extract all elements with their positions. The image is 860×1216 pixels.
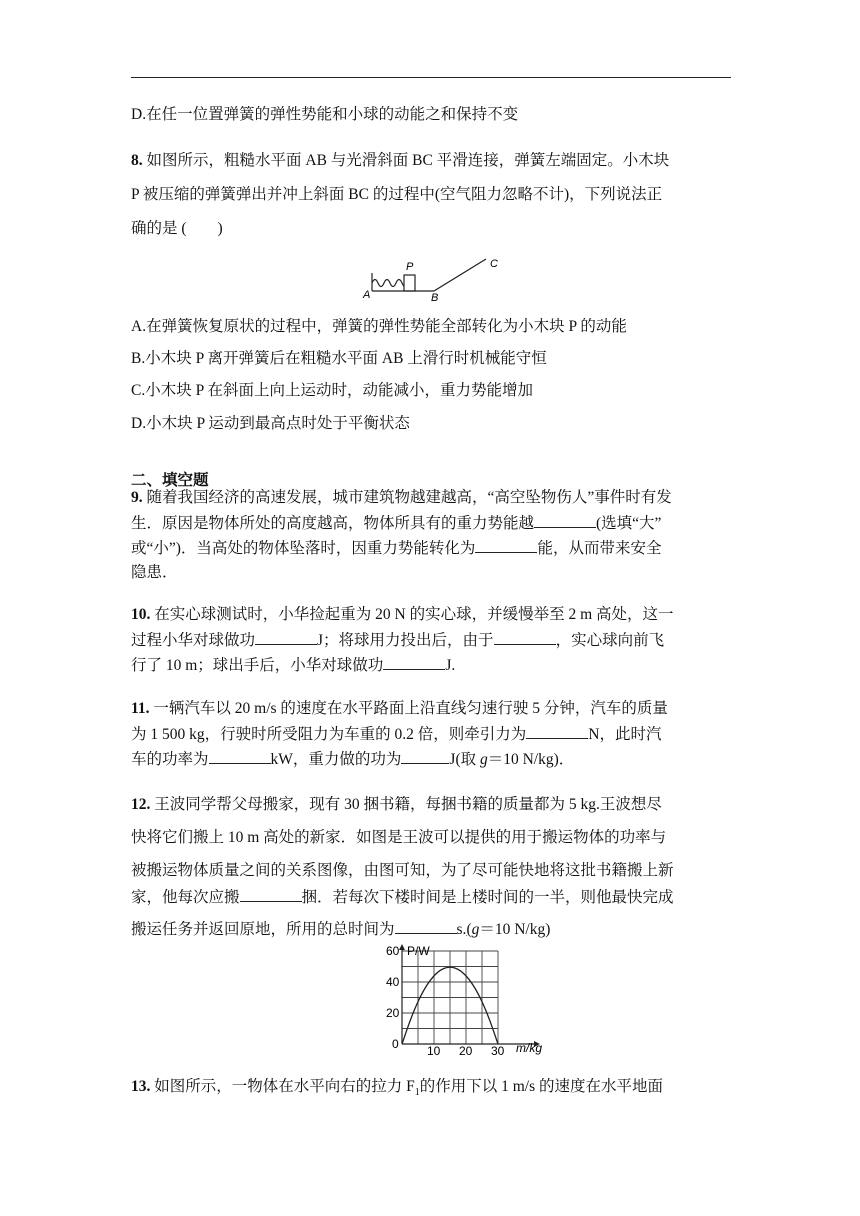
q8-line-1 (131, 151, 731, 171)
q12-text-5b: s. (456, 921, 467, 938)
q8-option-a: A.在弹簧恢复原状的过程中，弹簧的弹性势能全部转化为小木块 P 的动能 (131, 318, 627, 335)
q13-text-1a: 如图所示，一物体在水平向右的拉力 F (154, 1078, 415, 1095)
chart-grid (402, 951, 498, 1044)
y-tick-label: 20 (386, 1006, 400, 1020)
chart-axes (399, 944, 540, 1047)
q13-line-1 (131, 1077, 731, 1103)
q10-text-2b: J；将球用力投出后，由于 (317, 632, 494, 649)
q12-text-5d: ＝10 N/kg) (479, 921, 551, 938)
q9-text-3a: 或“小”)．当高处的物体坠落时，因重力势能转化为 (131, 540, 476, 557)
q11-text-3d: ＝10 N/kg)． (487, 751, 575, 768)
q12-line-3: 被搬运物体质量之间的关系图像，由图可知，为了尽可能快地将这批书籍搬上新 (131, 862, 674, 879)
q12-g-symbol: g (471, 921, 480, 938)
q7-option-d: D.在任一位置弹簧的弹性势能和小球的动能之和保持不变 (131, 106, 519, 123)
power-mass-chart (376, 942, 566, 1056)
q11-text-3b: kW，重力做的功为 (270, 751, 402, 768)
q12-line-2: 快将它们搬上 10 m 高处的新家．如图是王波可以提供的用于搬运物体的功率与 (131, 829, 667, 846)
x-tick-label: 20 (459, 1044, 473, 1056)
q8-option-c: C.小木块 P 在斜面上向上运动时，动能减小，重力势能增加 (131, 382, 534, 399)
q10-text-1: 在实心球测试时，小华捡起重为 20 N 的实心球，并缓慢举至 2 m 高处，这一 (154, 606, 674, 623)
y-tick-label: 60 (386, 944, 400, 958)
q9-line-3 (131, 538, 731, 559)
header-rule (131, 77, 731, 78)
q13-number: 13. (131, 1078, 151, 1095)
q8-option-d: D.小木块 P 运动到最高点时处于平衡状态 (131, 415, 410, 432)
q11-blank-3[interactable] (401, 749, 449, 764)
q13-subscript: 1 (414, 1087, 420, 1099)
q10-line-3 (131, 655, 731, 676)
label-a: A (363, 289, 371, 301)
q12-number: 12. (131, 796, 151, 813)
q8-line-3: 确的是 ( ) (131, 220, 223, 237)
q11-blank-2[interactable] (209, 749, 271, 764)
q12-text-5a: 搬运任务并返回原地，所用的总时间为 (131, 921, 395, 938)
q11-text-3a: 车的功率为 (131, 751, 209, 768)
q10-blank-3[interactable] (383, 655, 445, 670)
q11-text-2a: 为 1 500 kg，行驶时所受阻力为车重的 0.2 倍，则牵引力为 (131, 726, 527, 743)
section-heading-fill-in: 二、填空题 (131, 472, 209, 489)
q10-text-2a: 过程小华对球做功 (131, 632, 256, 649)
q9-line-1 (131, 488, 731, 508)
x-axis-label: m/kg (516, 1041, 543, 1055)
q10-number: 10. (131, 606, 151, 623)
q11-text-3c: J(取 (449, 751, 480, 768)
q13-text-1b: 的作用下以 1 m/s 的速度在水平地面 (419, 1078, 664, 1095)
y-axis-label: P/W (407, 944, 430, 958)
q8-line-2: P 被压缩的弹簧弹出并冲上斜面 BC 的过程中(空气阻力忽略不计)，下列说法正 (131, 186, 663, 203)
q9-line-2 (131, 513, 731, 534)
q11-text-1: 一辆汽车以 20 m/s 的速度在水平路面上沿直线匀速行驶 5 分钟，汽车的质量 (153, 700, 668, 717)
spring-incline-figure (362, 255, 502, 301)
q11-line-3 (131, 749, 731, 770)
q11-text-2b: N，此时汽 (588, 726, 662, 743)
q12-text-4b: 捆．若每次下楼时间是上楼时间的一半，则他最快完成 (301, 889, 674, 906)
q9-line-4: 隐患． (131, 564, 178, 581)
q9-text-1: 随着我国经济的高速发展，城市建筑物越建越高，“高空坠物伤人”事件时有发 (146, 489, 672, 506)
q10-blank-1[interactable] (255, 630, 317, 645)
x-tick-label: 10 (427, 1044, 441, 1056)
q9-blank-1[interactable] (534, 513, 596, 528)
q12-line-1 (131, 795, 731, 815)
q8-number: 8. (131, 152, 143, 169)
y-tick-label: 40 (386, 975, 400, 989)
q10-text-3b: J. (445, 657, 456, 674)
y-tick-label: 0 (392, 1037, 399, 1051)
label-p: P (406, 261, 414, 273)
q12-blank-1[interactable] (240, 887, 302, 902)
q9-text-2a: 生．原因是物体所处的高度越高，物体所具有的重力势能越 (131, 515, 535, 532)
q9-number: 9. (131, 489, 143, 506)
q10-line-2 (131, 630, 731, 651)
q11-g-symbol: g (479, 751, 488, 768)
q12-text-1: 王波同学帮父母搬家，现有 30 捆书籍，每捆书籍的质量都为 5 kg.王波想尽 (154, 796, 662, 813)
q10-text-2c: ，实心球向前飞 (555, 632, 665, 649)
q10-line-1 (131, 605, 731, 625)
x-tick-label: 30 (491, 1044, 505, 1056)
q9-text-3b: 能，从而带来安全 (537, 540, 662, 557)
label-c: C (490, 258, 498, 270)
q12-text-5c: ( (466, 921, 472, 938)
q12-blank-2[interactable] (395, 919, 457, 934)
q8-option-b: B.小木块 P 离开弹簧后在粗糙水平面 AB 上滑行时机械能守恒 (131, 350, 547, 367)
q9-blank-2[interactable] (475, 538, 537, 553)
q11-line-2 (131, 724, 731, 745)
q9-text-2b: (选填“大” (596, 515, 662, 532)
q8-text-1: 如图所示，粗糙水平面 AB 与光滑斜面 BC 平滑连接，弹簧左端固定。小木块 (146, 152, 670, 169)
q10-blank-2[interactable] (494, 630, 556, 645)
q11-blank-1[interactable] (526, 724, 588, 739)
q12-line-4 (131, 887, 731, 908)
q10-text-3a: 行了 10 m；球出手后，小华对球做功 (131, 657, 384, 674)
q11-number: 11. (131, 700, 150, 717)
q11-line-1 (131, 699, 731, 719)
label-b: B (431, 292, 439, 301)
q12-text-4a: 家，他每次应搬 (131, 889, 240, 906)
q12-line-5 (131, 919, 731, 940)
